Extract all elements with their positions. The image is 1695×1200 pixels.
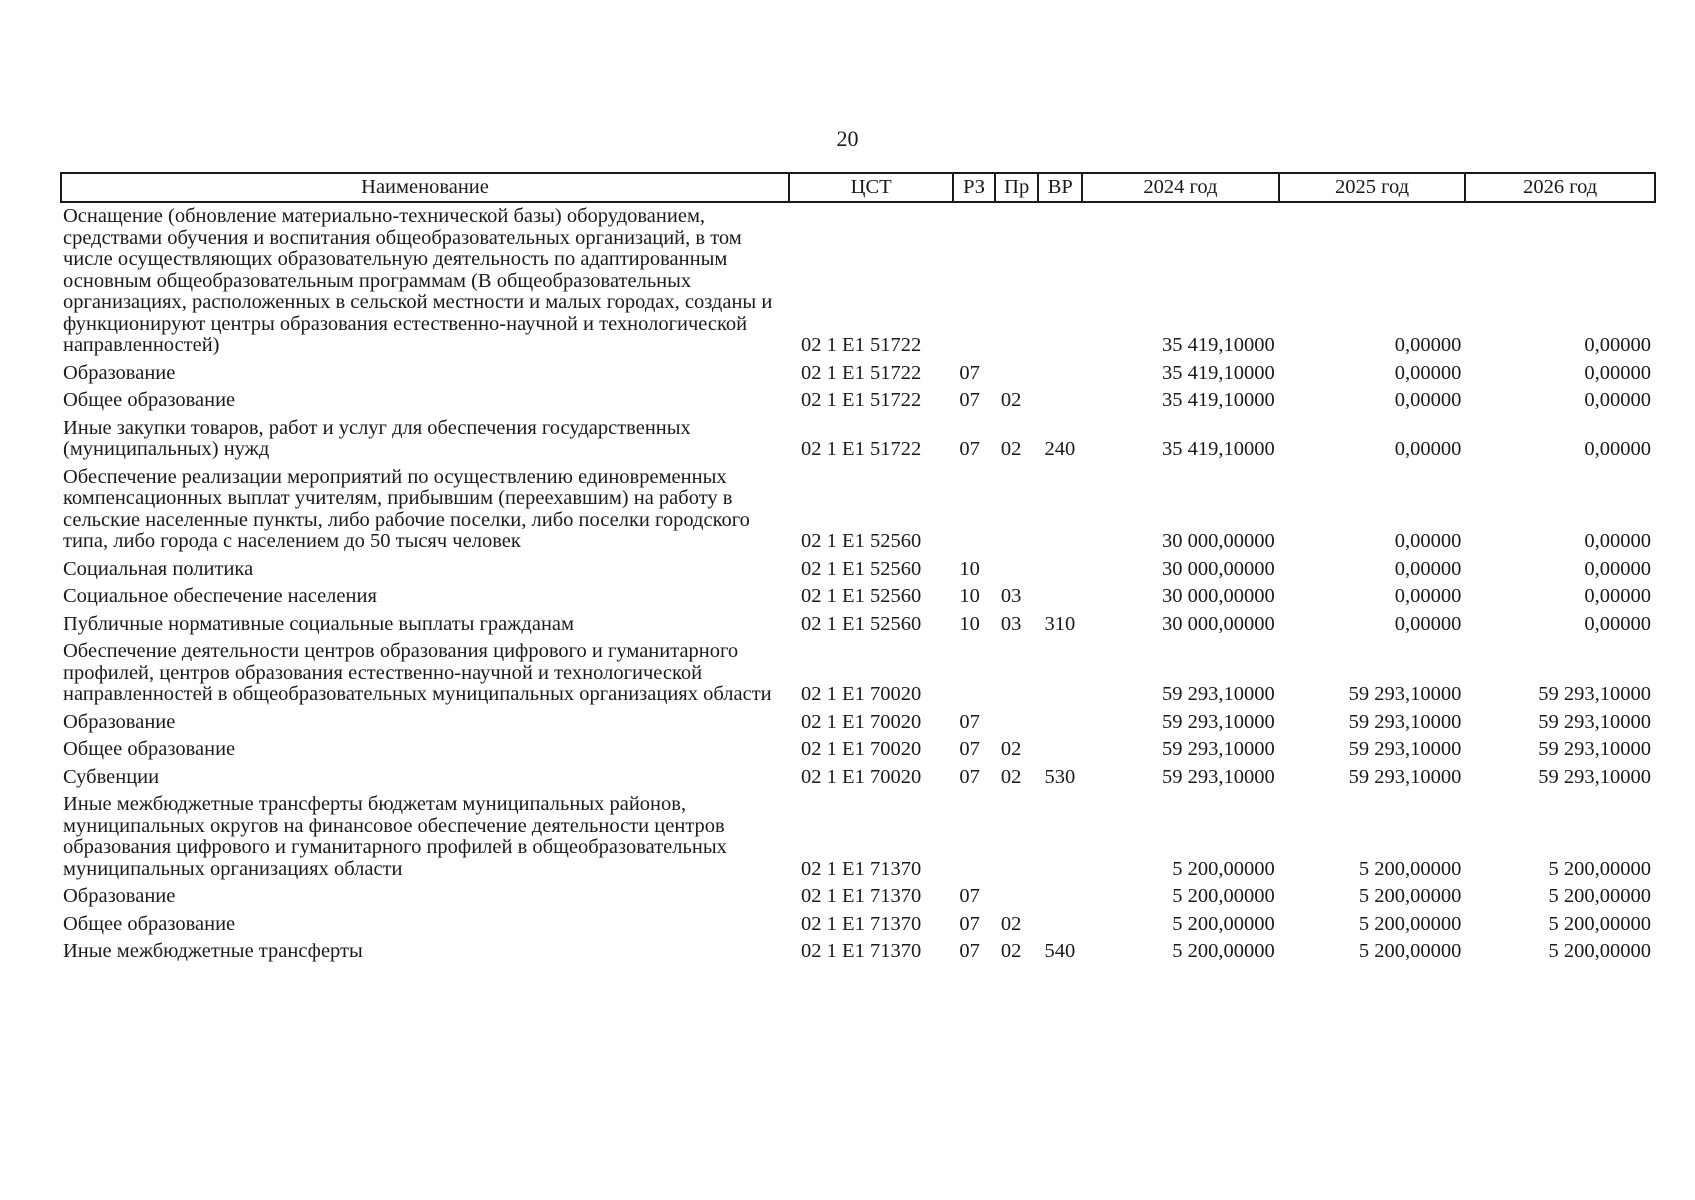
row-vr xyxy=(1038,883,1082,911)
row-2024: 30 000,00000 xyxy=(1162,585,1275,607)
row-pr xyxy=(995,883,1039,911)
row-2026: 5 200,00000 xyxy=(1548,912,1651,935)
row-2025: 0,00000 xyxy=(1394,530,1462,552)
header-2024: 2024 год xyxy=(1082,173,1279,202)
table-row xyxy=(61,709,1655,737)
row-name: Обеспечение реализации мероприятий по осуществлению единовременных компенсационных выплат учителям, прибывшим (переехавшим) на работу в сельские населенные пункты, либо рабочие поселки, либо поселки городского типа, либо города с населением до 50 тысяч человек xyxy=(63,465,750,552)
header-rz: РЗ xyxy=(953,173,995,202)
row-pr xyxy=(995,464,1039,556)
row-pr: 02 xyxy=(1000,438,1022,460)
row-2025: 5 200,00000 xyxy=(1358,857,1462,880)
row-vr: 240 xyxy=(1044,438,1076,460)
header-code: ЦСТ xyxy=(789,173,953,202)
row-rz: 07 xyxy=(959,940,980,962)
table-row xyxy=(61,611,1655,639)
row-rz: 10 xyxy=(959,557,980,580)
row-name: Образование xyxy=(63,361,176,384)
row-name: Образование xyxy=(63,885,176,907)
row-rz: 07 xyxy=(959,738,980,760)
row-rz xyxy=(953,464,995,556)
table-row xyxy=(61,736,1655,764)
row-2024: 59 293,10000 xyxy=(1162,710,1275,733)
row-code: 02 1 E1 71370 xyxy=(801,912,922,935)
row-rz: 10 xyxy=(959,612,980,635)
table-row xyxy=(61,202,1655,360)
row-2024: 35 419,10000 xyxy=(1162,334,1275,356)
row-2025: 5 200,00000 xyxy=(1358,912,1462,935)
row-vr xyxy=(1038,360,1082,388)
row-name: Публичные нормативные социальные выплаты гражданам xyxy=(63,612,575,635)
row-code: 02 1 E1 70020 xyxy=(801,683,922,705)
row-2025: 0,00000 xyxy=(1394,361,1462,384)
row-2025: 0,00000 xyxy=(1394,585,1462,607)
row-code: 02 1 E1 51722 xyxy=(801,334,922,356)
row-name: Оснащение (обновление материально-технической базы) оборудованием, средствами обучения и воспитания общеобразовательных организаций, в том числе осуществляющих образовательную деятельность по адаптированным основным общеобразовательным программам (В общеобразовательных организациях, расположенных в сельской местности и малых городах, созданы и функционируют центры образования естественно-научной и технологической направленностей) xyxy=(63,205,773,356)
row-name: Образование xyxy=(63,710,176,733)
page-number: 20 xyxy=(836,126,859,151)
row-2026: 59 293,10000 xyxy=(1538,738,1651,760)
row-rz xyxy=(953,638,995,709)
budget-table xyxy=(60,172,1656,966)
row-code: 02 1 E1 70020 xyxy=(801,738,922,760)
row-pr: 02 xyxy=(1000,389,1022,411)
row-2026: 0,00000 xyxy=(1584,389,1651,411)
row-2026: 0,00000 xyxy=(1584,334,1651,356)
row-pr xyxy=(995,791,1039,883)
row-name: Социальная политика xyxy=(63,557,254,580)
row-pr xyxy=(995,556,1039,584)
row-vr: 540 xyxy=(1044,940,1076,962)
row-2024: 35 419,10000 xyxy=(1162,389,1275,411)
row-rz: 07 xyxy=(959,710,980,733)
row-rz: 07 xyxy=(959,389,980,411)
row-2026: 5 200,00000 xyxy=(1548,857,1651,880)
row-pr: 02 xyxy=(1000,940,1022,962)
row-pr xyxy=(995,360,1039,388)
header-2026: 2026 год xyxy=(1465,173,1655,202)
row-rz: 07 xyxy=(959,885,980,907)
row-name: Иные закупки товаров, работ и услуг для обеспечения государственных (муниципальных) нужд xyxy=(63,416,691,460)
row-2024: 35 419,10000 xyxy=(1162,438,1275,460)
row-rz: 07 xyxy=(959,912,980,935)
row-2025: 0,00000 xyxy=(1394,612,1462,635)
row-name: Обеспечение деятельности центров образования цифрового и гуманитарного профилей, центров образования естественно-научной и технологической направленностей в общеобразовательных муниципальных организациях области xyxy=(63,640,772,705)
row-vr xyxy=(1038,736,1082,764)
row-2026: 5 200,00000 xyxy=(1548,885,1651,907)
row-pr xyxy=(995,202,1039,360)
row-2026: 0,00000 xyxy=(1584,438,1651,460)
header-vr: ВР xyxy=(1038,173,1082,202)
table-header-row xyxy=(61,173,1655,202)
row-code: 02 1 E1 70020 xyxy=(801,765,922,788)
row-2026: 0,00000 xyxy=(1584,361,1651,384)
row-vr xyxy=(1038,556,1082,584)
row-2025: 0,00000 xyxy=(1394,389,1462,411)
row-code: 02 1 E1 71370 xyxy=(801,857,922,880)
row-vr xyxy=(1038,387,1082,415)
row-2024: 5 200,00000 xyxy=(1172,912,1275,935)
row-vr xyxy=(1038,638,1082,709)
row-pr: 03 xyxy=(1000,612,1022,635)
row-2026: 59 293,10000 xyxy=(1538,765,1651,788)
row-vr: 530 xyxy=(1044,765,1076,788)
row-code: 02 1 E1 52560 xyxy=(801,530,922,552)
row-rz xyxy=(953,202,995,360)
row-name: Общее образование xyxy=(63,738,236,760)
row-vr xyxy=(1038,791,1082,883)
row-code: 02 1 E1 51722 xyxy=(801,361,922,384)
row-2025: 59 293,10000 xyxy=(1348,765,1462,788)
row-rz: 07 xyxy=(959,765,980,788)
row-pr xyxy=(995,709,1039,737)
row-2025: 5 200,00000 xyxy=(1358,885,1462,907)
table-row xyxy=(61,415,1655,464)
row-2025: 59 293,10000 xyxy=(1348,710,1462,733)
row-2024: 30 000,00000 xyxy=(1162,612,1275,635)
row-vr xyxy=(1038,583,1082,611)
row-2024: 59 293,10000 xyxy=(1162,683,1275,705)
row-pr xyxy=(995,638,1039,709)
row-2026: 0,00000 xyxy=(1584,585,1651,607)
row-name: Социальное обеспечение населения xyxy=(63,585,377,607)
row-vr: 310 xyxy=(1044,612,1076,635)
row-name: Иные межбюджетные трансферты бюджетам муниципальных районов, муниципальных округов на финансовое обеспечение деятельности центров образования цифрового и гуманитарного профилей в общеобразовательных муниципальных организациях области xyxy=(63,793,727,880)
table-row xyxy=(61,938,1655,966)
row-code: 02 1 E1 51722 xyxy=(801,438,922,460)
row-vr xyxy=(1038,202,1082,360)
row-2025: 0,00000 xyxy=(1394,557,1462,580)
row-2026: 59 293,10000 xyxy=(1538,710,1651,733)
table-row xyxy=(61,464,1655,556)
row-code: 02 1 E1 71370 xyxy=(801,940,922,962)
row-2024: 59 293,10000 xyxy=(1162,765,1275,788)
row-2024: 5 200,00000 xyxy=(1172,940,1275,962)
table-row xyxy=(61,556,1655,584)
row-rz xyxy=(953,791,995,883)
row-code: 02 1 E1 51722 xyxy=(801,389,922,411)
row-code: 02 1 E1 52560 xyxy=(801,585,922,607)
row-2025: 0,00000 xyxy=(1394,334,1462,356)
table-row xyxy=(61,911,1655,939)
row-pr: 02 xyxy=(1000,765,1022,788)
row-code: 02 1 E1 71370 xyxy=(801,885,922,907)
row-name: Общее образование xyxy=(63,912,236,935)
row-rz: 07 xyxy=(959,438,980,460)
row-rz: 10 xyxy=(959,585,980,607)
header-name: Наименование xyxy=(61,173,789,202)
row-2024: 5 200,00000 xyxy=(1172,857,1275,880)
row-name: Общее образование xyxy=(63,389,236,411)
row-pr: 03 xyxy=(1000,585,1022,607)
table-row xyxy=(61,387,1655,415)
table-row xyxy=(61,791,1655,883)
row-pr: 02 xyxy=(1000,738,1022,760)
row-name: Субвенции xyxy=(63,765,160,788)
row-code: 02 1 E1 52560 xyxy=(801,612,922,635)
table-row xyxy=(61,638,1655,709)
row-rz: 07 xyxy=(959,361,980,384)
row-2026: 0,00000 xyxy=(1584,530,1651,552)
row-2025: 5 200,00000 xyxy=(1358,940,1462,962)
row-2025: 0,00000 xyxy=(1394,438,1462,460)
row-2024: 5 200,00000 xyxy=(1172,885,1275,907)
row-2026: 0,00000 xyxy=(1584,557,1651,580)
table-row xyxy=(61,583,1655,611)
row-2025: 59 293,10000 xyxy=(1348,683,1462,705)
row-2026: 59 293,10000 xyxy=(1538,683,1651,705)
row-2026: 0,00000 xyxy=(1584,612,1651,635)
row-name: Иные межбюджетные трансферты xyxy=(63,940,363,962)
row-2024: 35 419,10000 xyxy=(1162,361,1275,384)
header-2025: 2025 год xyxy=(1279,173,1466,202)
row-2024: 59 293,10000 xyxy=(1162,738,1275,760)
row-2024: 30 000,00000 xyxy=(1162,530,1275,552)
row-vr xyxy=(1038,709,1082,737)
row-code: 02 1 E1 70020 xyxy=(801,710,922,733)
row-vr xyxy=(1038,911,1082,939)
row-2026: 5 200,00000 xyxy=(1548,940,1651,962)
table-row xyxy=(61,360,1655,388)
row-vr xyxy=(1038,464,1082,556)
row-code: 02 1 E1 52560 xyxy=(801,557,922,580)
row-2024: 30 000,00000 xyxy=(1162,557,1275,580)
row-pr: 02 xyxy=(1000,912,1022,935)
table-row xyxy=(61,883,1655,911)
row-2025: 59 293,10000 xyxy=(1348,738,1462,760)
table-row xyxy=(61,764,1655,792)
header-pr: Пр xyxy=(995,173,1039,202)
